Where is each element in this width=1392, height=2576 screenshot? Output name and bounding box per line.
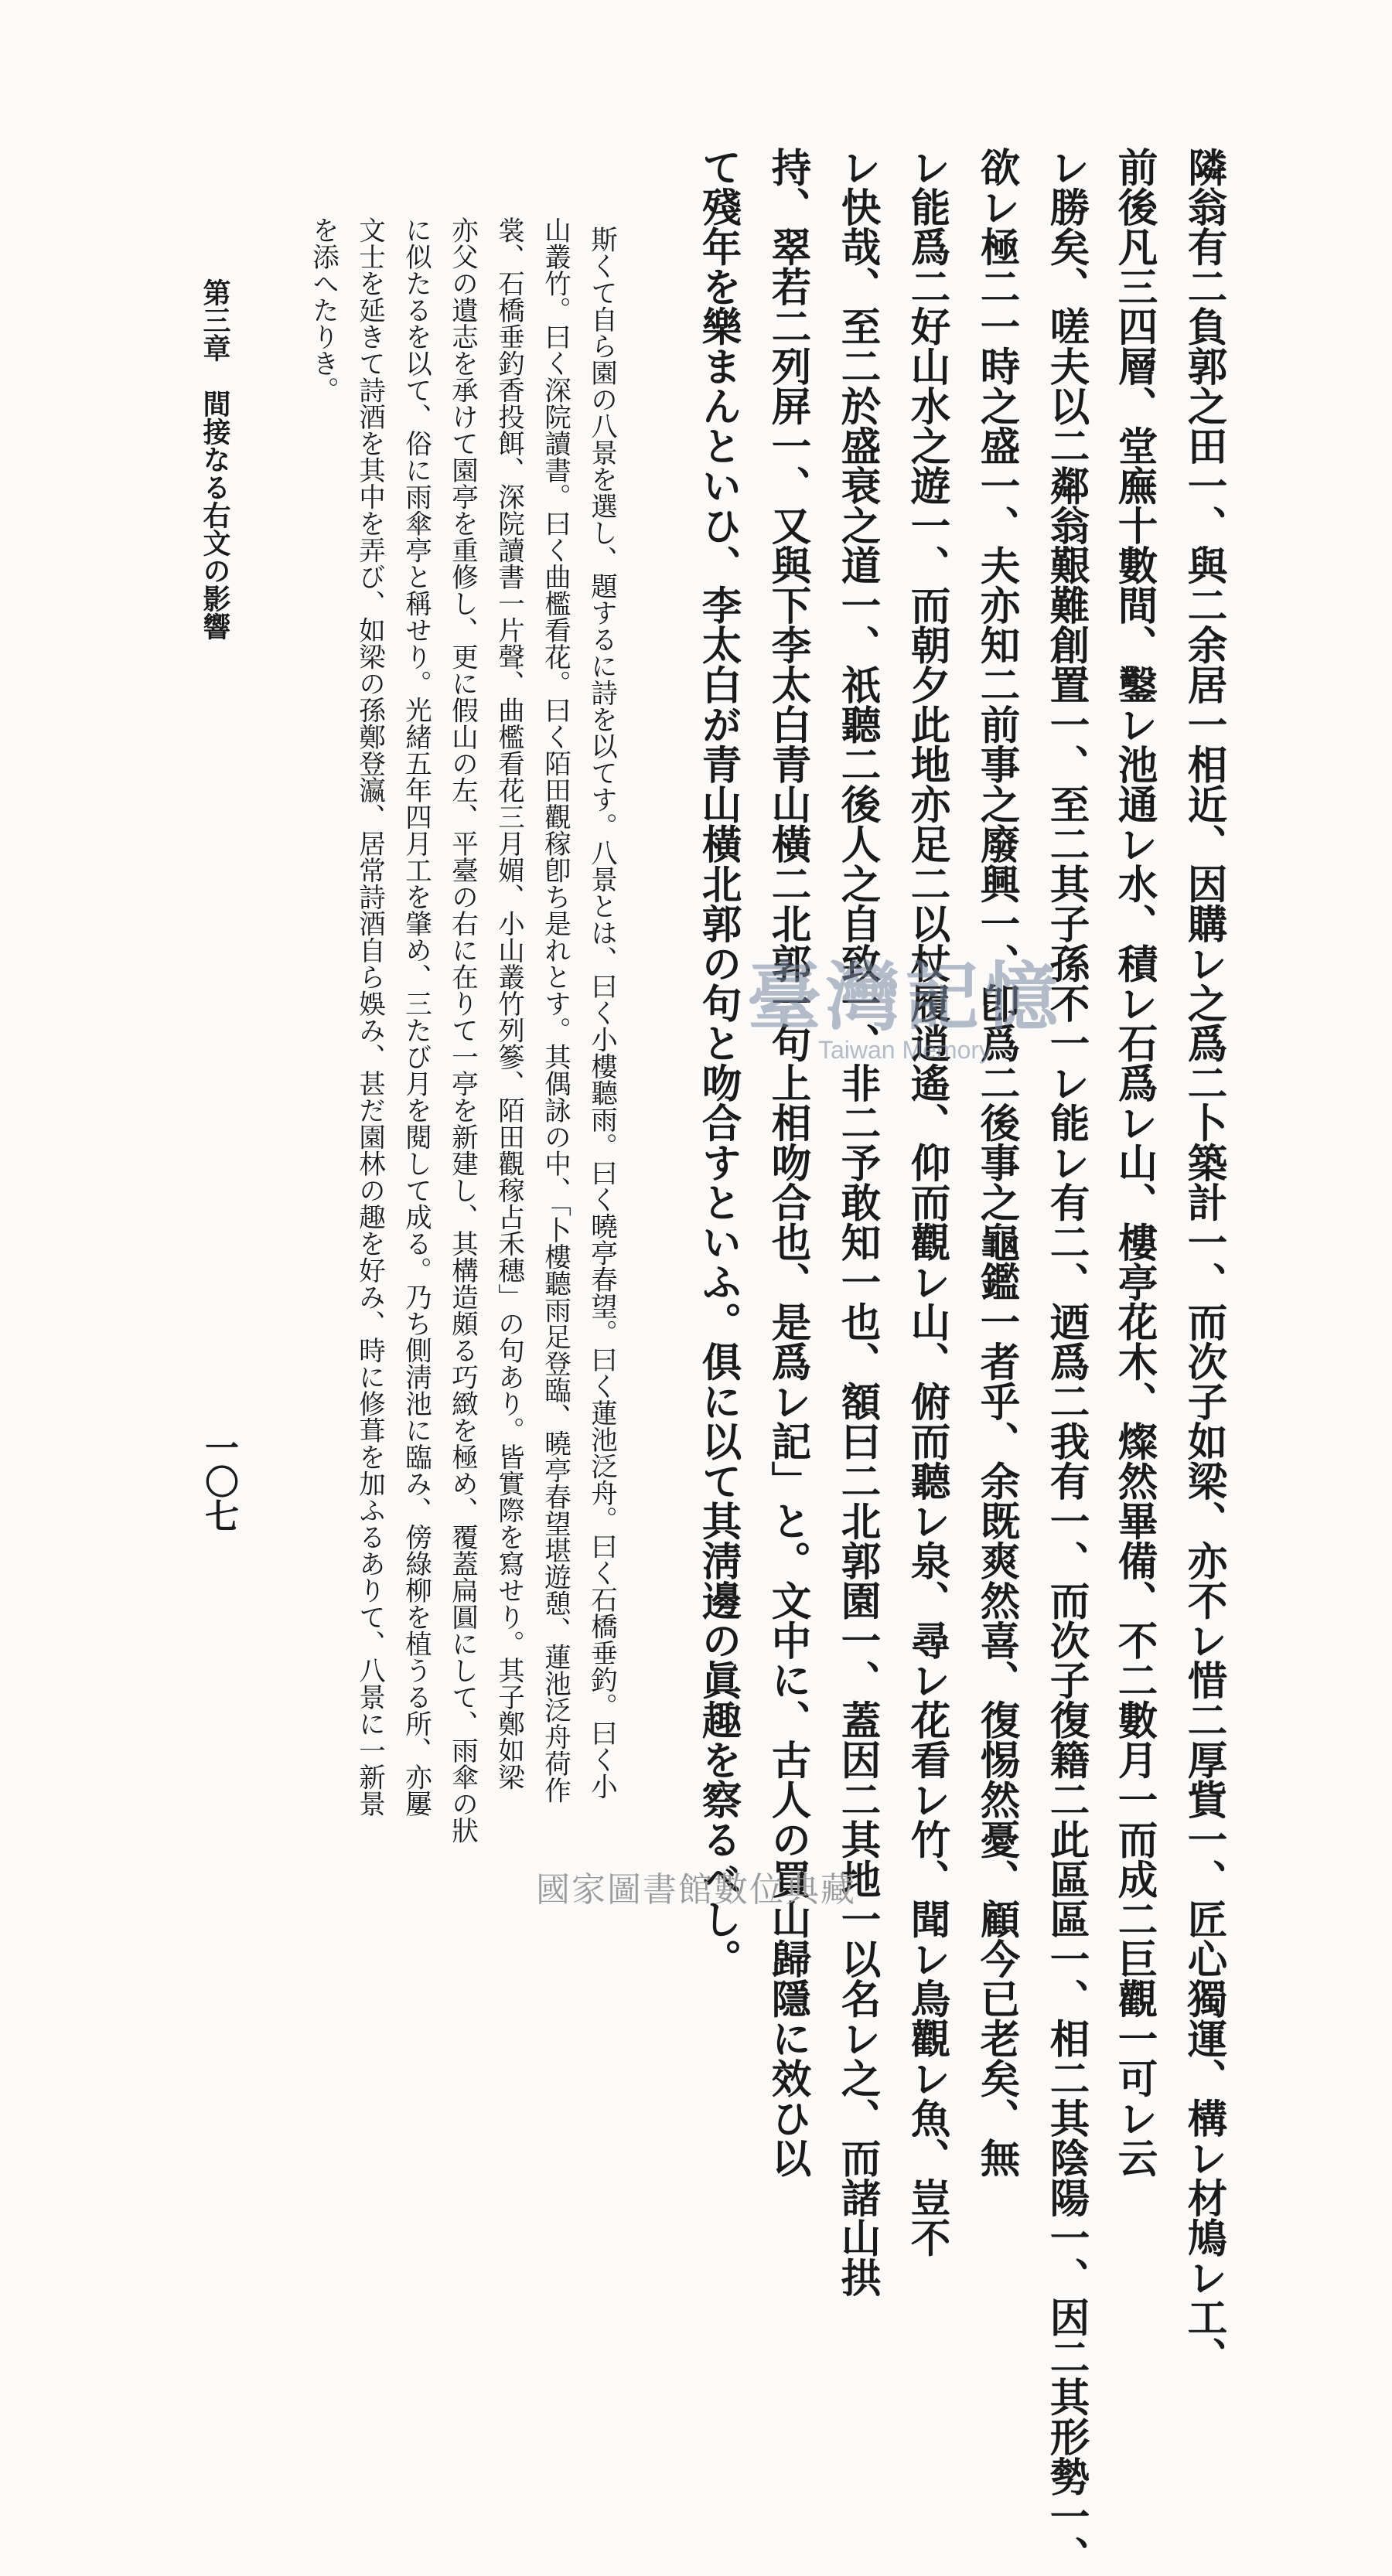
commentary-column: に似たるを以て、俗に雨傘亭と稱せり。光緒五年四月工を肇め、三たび月を閱して成る。乃ち側淸池に臨み、傍綠柳を植うる所、亦屢 bbox=[400, 216, 432, 1817]
commentary-column: 裳、石橋垂釣香投餌、深院讀書一片聲、曲檻看花三月媚、小山叢竹列篸、陌田觀稼占禾穗」の句あり。皆實際を寫せり。其子鄭如梁 bbox=[493, 216, 524, 1791]
kanbun-column: て殘年を樂まんといひ、李太白が青山橫北郭の句と吻合すといふ。俱に以て其淸邊の眞趣を察るべし。 bbox=[694, 147, 742, 1978]
commentary-column: 斯くて自ら園の八景を選し、題するに詩を以てす。八景とは、曰く小樓聽雨。曰く曉亭春望。曰く蓮池泛舟。曰く石橋垂釣。曰く小 bbox=[585, 226, 617, 1800]
commentary-column: 亦父の遺志を承けて園亭を重修し、更に假山の左、平臺の右に在りて一亭を新建し、其構造頗る巧緻を極め、覆蓋扁圓にして、雨傘の狀 bbox=[446, 216, 478, 1844]
page-number: 一〇七 bbox=[199, 1430, 238, 1532]
commentary-column: 文士を延きて詩酒を其中を弄び、如梁の孫鄭登瀛、居常詩酒自ら娛み、甚だ園林の趣を好み、時に修葺を加ふるありて、八景に一新景 bbox=[353, 216, 385, 1817]
watermark-sub-text: Taiwan Memory bbox=[817, 1036, 992, 1064]
kanbun-column: レ能爲二好山水之遊一、而朝夕此地亦足二以杖履逍遙、仰而觀レ山、俯而聽レ泉、尋レ花看レ竹、聞レ鳥觀レ魚、豈不 bbox=[903, 147, 950, 2257]
kanbun-column: 前後凡三四層、堂廡十數間、鑿レ池通レ水、積レ石爲レ山、樓亭花木、燦然畢備、不二數月一而成二巨觀一可レ云 bbox=[1111, 147, 1158, 2178]
watermark-main-text: 臺灣記憶 bbox=[747, 953, 1063, 1041]
kanbun-column: 隣翁有二負郭之田一、與二余居一相近、因購レ之爲二卜築計一、而次子如梁、亦不レ惜二厚貲一、匠心獨運、構レ材鳩レ工、 bbox=[1180, 147, 1227, 2377]
commentary-column: 山叢竹。曰く深院讀書。曰く曲檻看花。曰く陌田觀稼卽ち是れとす。其偶詠の中、「卜樓聽雨足登臨、曉亭春望堪遊憩、蓮池泛舟荷作 bbox=[539, 216, 571, 1804]
watermark-logo bbox=[719, 951, 1090, 1082]
chapter-heading: 第三章 間接なる右文の影響 bbox=[199, 278, 231, 640]
kanbun-column: 欲レ極二一時之盛一、夫亦知二前事之廢興一、卽爲二後事之龜鑑一者乎、余既爽然喜、復惕然憂、顧今已老矣、無 bbox=[973, 147, 1020, 2178]
commentary-column: を添へたりき。 bbox=[307, 216, 339, 404]
library-caption: 國家圖書館數位典藏 bbox=[536, 1870, 856, 1910]
kanbun-column: 持、翠若二列屏一、又與下李太白青山橫二北郭一句上相吻合也、是爲レ記」と。文中に、古人の買山歸隱に效ひ以 bbox=[764, 147, 811, 2178]
kanbun-column: レ勝矣、嗟夫以二鄰翁艱難創置一、至二其子孫不一レ能レ有二、迺爲二我有一、而次子復籍二此區區一、相二其陰陽一、因二其形勢一、 bbox=[1042, 147, 1090, 2576]
kanbun-column: レ快哉、至二於盛衰之道一、祇聽二後人之自致一、非二予敢知一也、額曰二北郭園一、蓋因二其地一以名レ之、而諸山拱 bbox=[834, 147, 881, 2297]
